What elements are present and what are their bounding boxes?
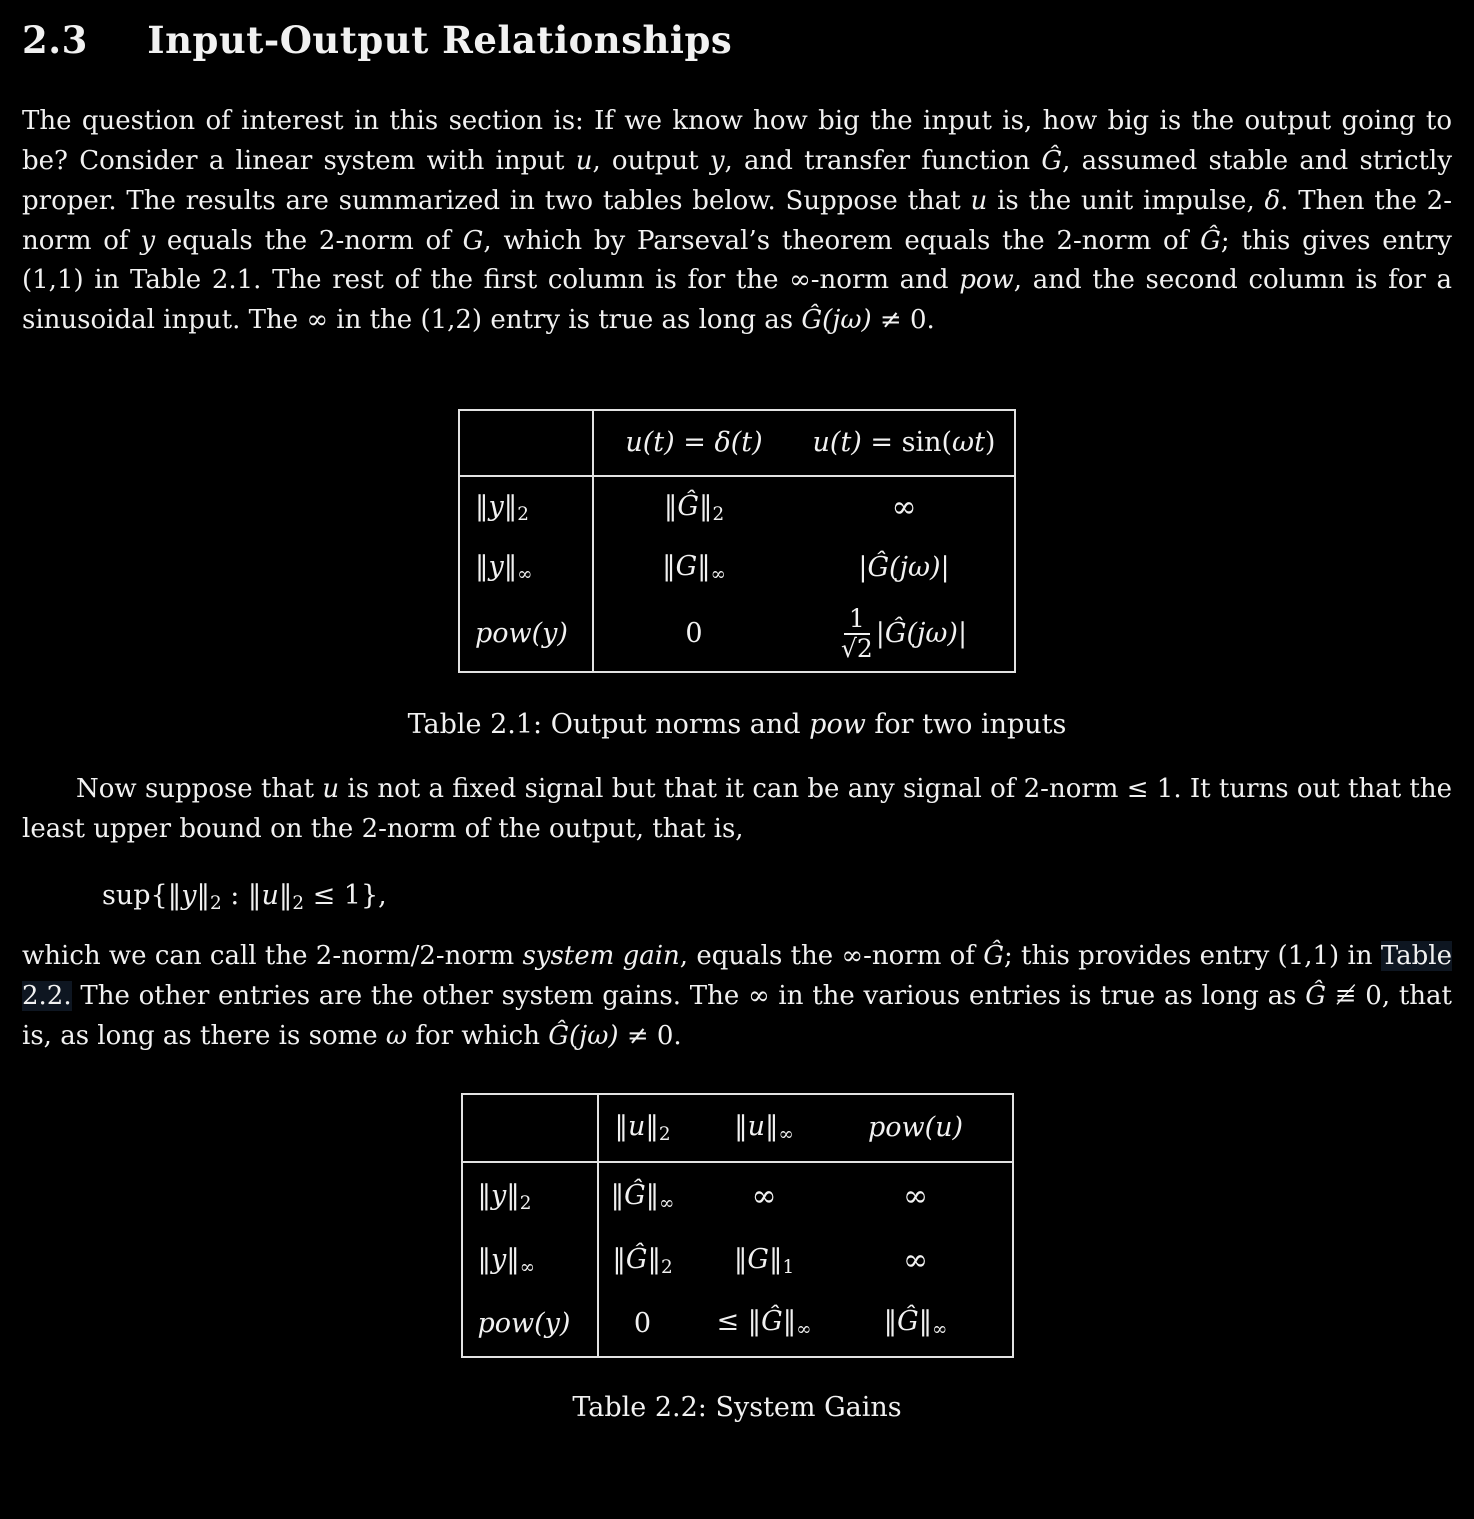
t2-column-header-powu: pow(u) xyxy=(867,1112,964,1144)
t1-cell-yinf-impulse: $‖G‖_\infty$ xyxy=(662,551,726,585)
table-2-1 xyxy=(458,409,1016,673)
t1-cell-y2-impulse: $‖Ĝ‖_2$ xyxy=(663,491,725,525)
t1-column-header-impulse: u(t) = δ(t) xyxy=(625,427,763,459)
t2-cell-pow-u2: 0 xyxy=(633,1307,652,1339)
t1-row-label-pow: pow(y) xyxy=(460,597,594,671)
t2-row-pow xyxy=(599,1291,1012,1356)
t2-row-yinf xyxy=(599,1231,1012,1291)
paragraph-1-text: The question of interest in this section is: If we know how big the input is, how big is the output going to be? Consider a linear system with input u, output y, and transfer function Ĝ, assumed stable and strictly proper. The results are summarized in two tables below. Suppose that u is the unit impulse, δ. Then the 2-norm of y equals the 2-norm of G, which by Parseval’s theorem equals the 2-norm of Ĝ; this gives entry (1,1) in Table 2.1. The rest of the first column is for the ∞-norm and pow, and the second column is for a sinusoidal input. The ∞ in the (1,2) entry is true as long as Ĝ(jω) ≠ 0. xyxy=(22,106,1453,336)
fraction-rest: |Ĝ(jω)| xyxy=(875,618,968,650)
t1-row-label-y2: $‖y‖_2$ xyxy=(460,477,594,539)
paragraph-2 xyxy=(22,770,1452,850)
t1-cell-y2-sine: ∞ xyxy=(891,490,917,526)
table-2-2-link[interactable]: Table 2.2. xyxy=(22,941,1452,1012)
t2-cell-y2-powu: ∞ xyxy=(903,1179,928,1215)
t2-corner-cell xyxy=(463,1095,599,1163)
t1-cell-pow-sine xyxy=(840,603,968,663)
t1-column-header-sine: u(t) = sin(ωt) xyxy=(812,427,996,459)
t2-header-row xyxy=(599,1095,1012,1163)
fraction-denominator: √2 xyxy=(840,633,873,663)
t2-cell-y2-u2: $‖Ĝ‖_\infty$ xyxy=(610,1179,675,1214)
paragraph-2-text: Now suppose that u is not a fixed signal but that it can be any signal of 2-norm ≤ 1. It turns out that the least upper bound on the 2-norm of the output, that is, xyxy=(22,773,1452,844)
table-2-2 xyxy=(461,1093,1014,1358)
fraction-numerator: 1 xyxy=(844,606,870,635)
t2-cell-pow-powu: $‖Ĝ‖_\infty$ xyxy=(883,1306,948,1340)
t2-cell-yinf-uinf: $‖G‖_1$ xyxy=(733,1243,795,1278)
t2-cell-yinf-powu: ∞ xyxy=(903,1243,928,1279)
t1-row-pow xyxy=(594,597,1014,671)
table-2-1-caption: Table 2.1: Output norms and pow for two inputs xyxy=(407,708,1067,740)
t1-cell-yinf-sine: |Ĝ(jω)| xyxy=(858,552,950,584)
t2-row-label-yinf: $‖y‖_\infty$ xyxy=(463,1231,599,1291)
section-heading xyxy=(22,18,1452,62)
paragraph-3-text-before-link: which we can call the 2-norm/2-norm system gain, equals the ∞-norm of Ĝ; this provides entry (1,1) in xyxy=(22,941,1381,972)
paragraph-3 xyxy=(22,937,1452,1056)
section-number: 2.3 xyxy=(22,18,88,62)
t1-corner-cell xyxy=(460,411,594,477)
fraction xyxy=(840,603,873,663)
t1-header-row xyxy=(594,411,1014,477)
t2-cell-yinf-u2: $‖Ĝ‖_2$ xyxy=(612,1243,673,1278)
t2-cell-pow-uinf: ≤ $‖Ĝ‖_\infty$ xyxy=(716,1306,812,1340)
t1-row-y2 xyxy=(594,477,1014,539)
t1-row-label-yinf: $‖y‖_\infty$ xyxy=(460,539,594,597)
paragraph-3-text-after-link: The other entries are the other system gains. The ∞ in the various entries is true as long as Ĝ ≢ 0, that is, as long as there is some ω for which Ĝ(jω) ≠ 0. xyxy=(22,981,1452,1051)
t2-cell-y2-uinf: ∞ xyxy=(751,1179,777,1215)
equation-sup-norm: $sup\{‖y‖_2$ : $‖u‖_2 \le 1$}, xyxy=(102,879,387,914)
t1-row-yinf xyxy=(594,539,1014,597)
t1-cell-pow-impulse: 0 xyxy=(685,618,703,650)
t2-row-y2 xyxy=(599,1163,1012,1231)
t2-row-label-y2: $‖y‖_2$ xyxy=(463,1163,599,1231)
t2-column-header-uinf: $‖u‖_\infty$ xyxy=(734,1110,794,1145)
section-title: Input-Output Relationships xyxy=(147,18,733,62)
paragraph-1 xyxy=(22,102,1452,341)
table-2-2-caption: Table 2.2: System Gains xyxy=(572,1391,902,1423)
t2-column-header-u2: $‖u‖_2$ xyxy=(614,1110,671,1145)
t2-row-label-pow: pow(y) xyxy=(463,1291,599,1356)
